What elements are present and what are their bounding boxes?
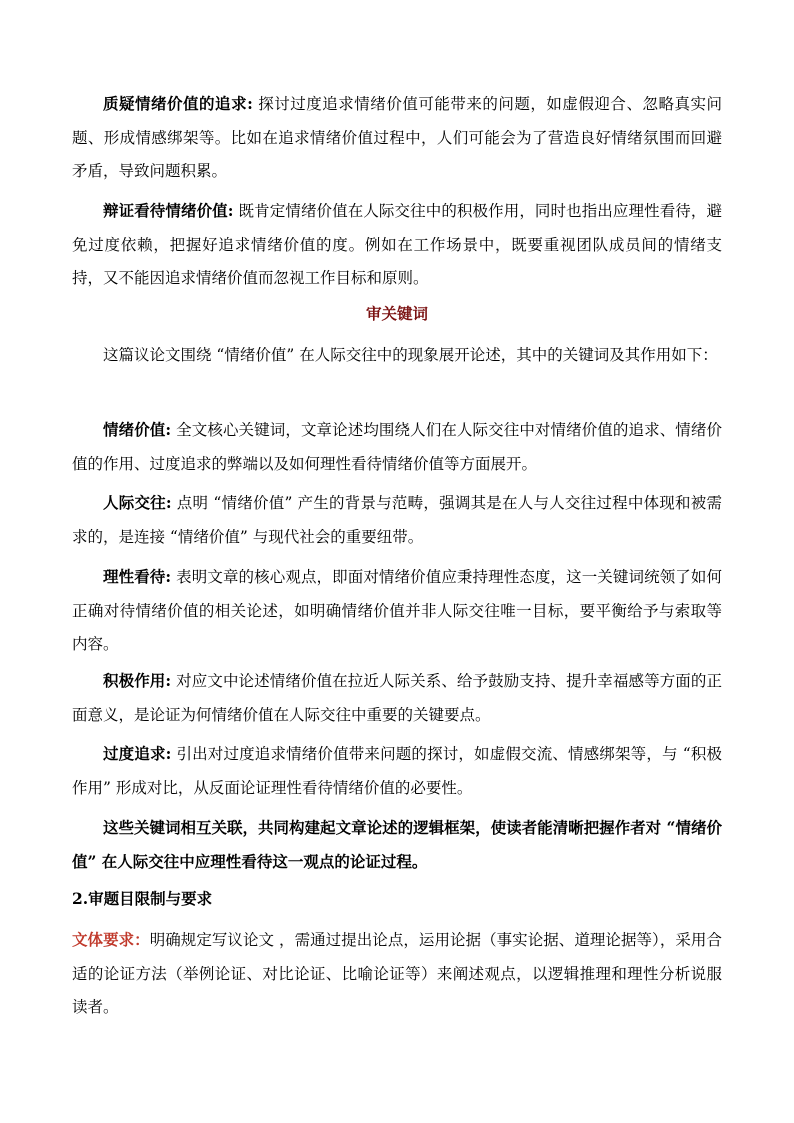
paragraph-keyword-emotional-value — [72, 413, 722, 481]
term-label: 文体要求 — [72, 930, 135, 949]
paragraph-text: 既肯定情绪价值在人际交往中的积极作用，同时也指出应理性看待，避免过度依赖，把握好追求情绪价值的度。例如在工作场景中，既要重视团队成员间的情绪支持，又不能因追求情绪价值而忽视工作目标和原则。 — [72, 202, 722, 287]
subheading-requirements: 2.审题目限制与要求 — [72, 889, 213, 908]
paragraph-text: 引出对过度追求情绪价值带来问题的探讨，如虚假交流、情感绑架等，与 “积极作用” 形成对比，从反面论证理性看待情绪价值的必要性。 — [72, 745, 722, 797]
paragraph-keyword-positive — [72, 664, 722, 732]
paragraph-keyword-rational — [72, 560, 722, 662]
paragraph-genre-requirement — [72, 923, 722, 1025]
term-separator: : — [165, 420, 172, 439]
term-label: 人际交往 — [103, 493, 166, 512]
term-separator: ： — [134, 930, 150, 949]
paragraph-text: 明确规定写议论文 ，需通过提出论点，运用论据（事实论据、道理论据等），采用合适的论证方法（举例论证、对比论证、比喻论证等）来阐述观点，以逻辑推理和理性分析说服读者。 — [72, 931, 722, 1016]
term-separator: : — [165, 744, 172, 763]
term-separator: : — [227, 201, 234, 220]
paragraph-text: 对应文中论述情绪价值在拉近人际关系、给予鼓励支持、提升幸福感等方面的正面意义，是论证为何情绪价值在人际交往中重要的关键要点。 — [72, 672, 722, 724]
term-label: 积极作用 — [103, 671, 166, 690]
paragraph-dialectical-view — [72, 194, 722, 296]
section-title: 审关键词 — [365, 304, 428, 323]
term-label: 理性看待 — [103, 567, 166, 586]
paragraph-text: 点明 “情绪价值” 产生的背景与范畴，强调其是在人与人交往过程中体现和被需求的，是连接 “情绪价值” 与现代社会的重要纽带。 — [72, 494, 722, 546]
paragraph-question-pursuit — [72, 87, 722, 189]
paragraph-text: 表明文章的核心观点，即面对情绪价值应秉持理性态度，这一关键词统领了如何正确对待情绪价值的相关论述，如明确情绪价值并非人际交往唯一目标，要平衡给予与索取等内容。 — [72, 568, 722, 653]
term-separator: : — [165, 671, 172, 690]
paragraph-intro: 这篇议论文围绕 “情绪价值” 在人际交往中的现象展开论述，其中的关键词及其作用如下： — [103, 346, 718, 364]
term-label: 质疑情绪价值的追求 — [103, 94, 248, 113]
paragraph-text: 探讨过度追求情绪价值可能带来的问题，如虚假迎合、忽略真实问题、形成情感绑架等。比如在追求情绪价值过程中，人们可能会为了营造良好情绪氛围而回避矛盾，导致问题积累。 — [72, 95, 722, 180]
term-label: 情绪价值 — [103, 420, 166, 439]
term-label: 辩证看待情绪价值 — [103, 201, 228, 220]
term-separator: : — [247, 94, 253, 113]
term-separator: : — [165, 567, 172, 586]
term-separator: : — [165, 493, 172, 512]
paragraph-summary: 这些关键词相互关联，共同构建起文章论述的逻辑框架，使读者能清晰把握作者对 “情绪价值” 在人际交往中应理性看待这一观点的论证过程。 — [72, 818, 722, 871]
paragraph-keyword-excessive — [72, 737, 722, 805]
term-label: 过度追求 — [103, 744, 166, 763]
paragraph-text: 全文核心关键词，文章论述均围绕人们在人际交往中对情绪价值的追求、情绪价值的作用、过度追求的弊端以及如何理性看待情绪价值等方面展开。 — [72, 421, 722, 473]
paragraph-keyword-interpersonal — [72, 486, 722, 554]
